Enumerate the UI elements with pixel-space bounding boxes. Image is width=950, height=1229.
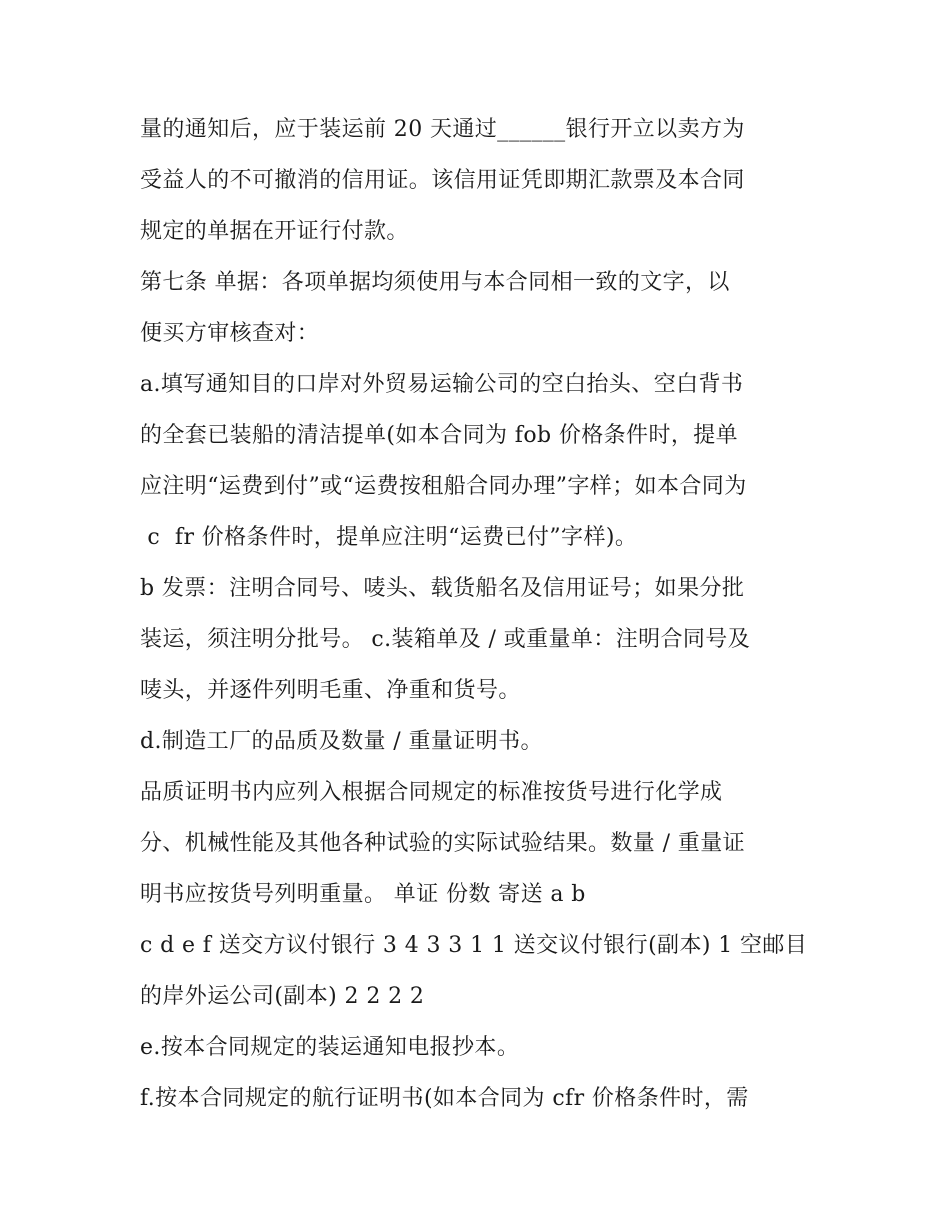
text-line: 唛头，并逐件列明毛重、净重和货号。 [140, 678, 521, 703]
article-heading-line: 第七条 单据：各项单据均须使用与本合同相一致的文字，以 [140, 270, 730, 295]
text-line: 的全套已装船的清洁提单(如本合同为 fob 价格条件时，提单 [140, 423, 739, 448]
document-body [140, 110, 820, 1130]
text-line: 规定的单据在开证行付款。 [140, 219, 409, 244]
text-line: 的岸外运公司(副本) 2 2 2 2 [140, 984, 425, 1009]
item-a-line: a.填写通知目的口岸对外贸易运输公司的空白抬头、空白背书 [140, 372, 744, 397]
text-line: 便买方审核查对： [140, 321, 320, 346]
text-line: 量的通知后，应于装运前 20 天通过______银行开立以卖方为 [140, 117, 745, 142]
text-line: c d e f 送交方议付银行 3 4 3 3 1 1 送交议付银行(副本) 1 空邮目 [140, 933, 808, 958]
text-line: 装运，须注明分批号。 c.装箱单及 / 或重量单：注明合同号及 [140, 627, 751, 652]
item-b-line: b 发票：注明合同号、唛头、载货船名及信用证号；如果分批 [140, 576, 745, 601]
item-d-line: d.制造工厂的品质及数量 / 重量证明书。 [140, 729, 543, 754]
text-line: 应注明“运费到付”或“运费按租船合同办理”字样；如本合同为 [140, 474, 747, 499]
text-line: 品质证明书内应列入根据合同规定的标准按货号进行化学成 [140, 780, 723, 805]
item-e-line: e.按本合同规定的装运通知电报抄本。 [140, 1035, 520, 1060]
text-line: 受益人的不可撤消的信用证。该信用证凭即期汇款票及本合同 [140, 168, 745, 193]
text-line: c fr 价格条件时，提单应注明“运费已付”字样)。 [140, 525, 638, 550]
item-f-line: f.按本合同规定的航行证明书(如本合同为 cfr 价格条件时，需 [140, 1086, 749, 1111]
text-line: 分、机械性能及其他各种试验的实际试验结果。数量 / 重量证 [140, 831, 746, 856]
text-line: 明书应按货号列明重量。 单证 份数 寄送 a b [140, 882, 586, 907]
